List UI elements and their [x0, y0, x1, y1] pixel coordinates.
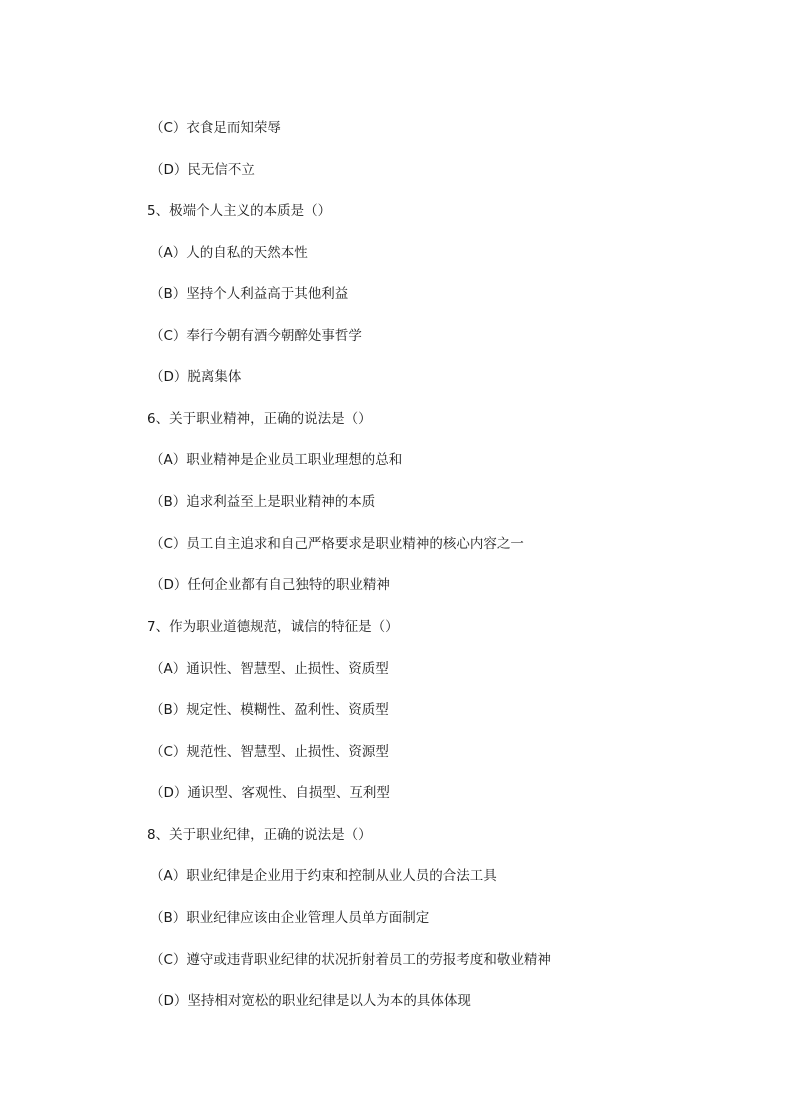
- question-6-option-a: （A）职业精神是企业员工职业理想的总和: [150, 452, 403, 468]
- option-d-prev: （D）民无信不立: [150, 162, 255, 178]
- question-7-option-b: （B）规定性、模糊性、盈利性、资质型: [150, 702, 389, 718]
- question-6-option-d: （D）任何企业都有自己独特的职业精神: [150, 577, 390, 593]
- option-5c-prev: （C）衣食足而知荣辱: [150, 120, 281, 136]
- question-6-option-c: （C）员工自主追求和自己严格要求是职业精神的核心内容之一: [150, 536, 524, 552]
- question-6-option-b: （B）追求利益至上是职业精神的本质: [150, 494, 376, 510]
- question-7-option-c: （C）规范性、智慧型、止损性、资源型: [150, 744, 389, 760]
- question-6: 6、关于职业精神，正确的说法是（）: [147, 411, 372, 427]
- question-8-option-c: （C）遵守或违背职业纪律的状况折射着员工的劳报考度和敬业精神: [150, 952, 551, 968]
- question-8-option-a: （A）职业纪律是企业用于约束和控制从业人员的合法工具: [150, 868, 497, 884]
- question-7-option-d: （D）通识型、客观性、自损型、互利型: [150, 785, 390, 801]
- question-5-option-d: （D）脱离集体: [150, 369, 242, 385]
- question-5-option-a: （A）人的自私的天然本性: [150, 245, 308, 261]
- question-8: 8、关于职业纪律，正确的说法是（）: [147, 827, 372, 843]
- question-5-option-b: （B）坚持个人利益高于其他利益: [150, 286, 349, 302]
- question-8-option-b: （B）职业纪律应该由企业管理人员单方面制定: [150, 910, 430, 926]
- question-8-option-d: （D）坚持相对宽松的职业纪律是以人为本的具体体现: [150, 993, 471, 1009]
- question-5-option-c: （C）奉行今朝有酒今朝醉处事哲学: [150, 328, 362, 344]
- question-7: 7、作为职业道德规范，诚信的特征是（）: [147, 619, 399, 635]
- question-5: 5、极端个人主义的本质是（）: [147, 203, 332, 219]
- question-7-option-a: （A）通识性、智慧型、止损性、资质型: [150, 661, 389, 677]
